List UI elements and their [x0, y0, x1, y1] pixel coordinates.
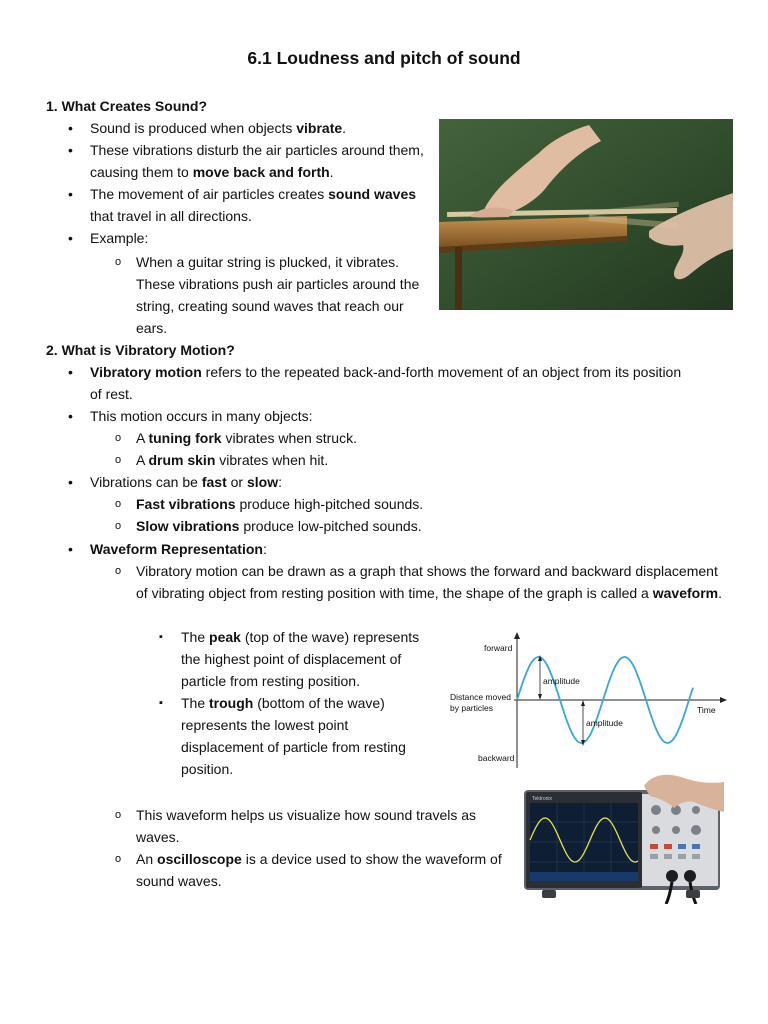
list-item: • These vibrations disturb the air particles around them, causing them to move back and forth.	[90, 139, 425, 183]
amplitude-arrow-icon	[538, 694, 542, 700]
waveform-sublist-2	[136, 804, 508, 892]
vibrating-ruler-illustration	[439, 119, 733, 310]
list-item: ▪ The peak (top of the wave) represents the highest point of displacement of particle from resting position.	[181, 626, 433, 692]
list-item: ▪ The trough (bottom of the wave) represents the lowest point displacement of particle from resting position.	[181, 692, 433, 780]
amplitude-arrow-icon	[581, 700, 585, 706]
list-item: o A drum skin vibrates when hit.	[136, 449, 696, 471]
list-item: • Vibratory motion refers to the repeated back-and-forth movement of an object from its position of rest.	[90, 361, 690, 405]
x-axis-arrow-icon	[720, 697, 727, 703]
section-1-sublist	[136, 251, 428, 339]
peak-trough-list	[181, 626, 433, 780]
oscilloscope-photo	[518, 772, 724, 904]
page-title: 6.1 Loudness and pitch of sound	[247, 48, 521, 68]
list-item: o Vibratory motion can be drawn as a graph that shows the forward and backward displacement of vibrating object from resting position with time, the shape of the graph is called a waveform.	[136, 560, 726, 604]
list-item: o This waveform helps us visualize how sound travels as waves.	[136, 804, 508, 848]
list-item: o A tuning fork vibrates when struck.	[136, 427, 696, 449]
list-item: o Fast vibrations produce high-pitched sounds.	[136, 493, 696, 515]
section-2-heading: 2. What is Vibratory Motion?	[46, 342, 235, 358]
speed-list	[90, 471, 690, 493]
section-1-heading: 1. What Creates Sound?	[46, 98, 208, 114]
section-1-list	[90, 117, 425, 249]
oscilloscope-illustration	[518, 772, 724, 904]
list-item: o When a guitar string is plucked, it vibrates. These vibrations push air particles around the string, creating sound waves that reach our ears.	[136, 251, 428, 339]
examples-sublist	[136, 427, 696, 471]
forward-label: forward	[484, 643, 513, 653]
list-item: • Vibrations can be fast or slow:	[90, 471, 690, 493]
vibrating-ruler-photo	[439, 119, 733, 310]
amplitude-label-bottom: amplitude	[586, 718, 623, 728]
brand-label: Tektronix	[532, 796, 553, 802]
y-axis-arrow-icon	[514, 632, 520, 639]
waveform-list	[90, 538, 690, 560]
list-item: • This motion occurs in many objects:	[90, 405, 690, 427]
list-item: • Waveform Representation:	[90, 538, 690, 560]
y-axis-label-2: by particles	[450, 703, 493, 713]
waveform-sublist	[136, 560, 726, 604]
amplitude-label-top: amplitude	[543, 676, 580, 686]
list-item: • The movement of air particles creates sound waves that travel in all directions.	[90, 183, 425, 227]
list-item: • Sound is produced when objects vibrate.	[90, 117, 425, 139]
speed-sublist	[136, 493, 696, 537]
waveform-diagram-svg	[446, 630, 736, 772]
time-label: Time	[697, 705, 716, 715]
list-item: • Example:	[90, 227, 425, 249]
list-item: o Slow vibrations produce low-pitched sounds.	[136, 515, 696, 537]
list-item: o An oscilloscope is a device used to show the waveform of sound waves.	[136, 848, 508, 892]
vibratory-motion-list	[90, 361, 690, 427]
backward-label: backward	[478, 753, 515, 763]
y-axis-label-1: Distance moved	[450, 692, 511, 702]
waveform-diagram	[446, 630, 736, 772]
